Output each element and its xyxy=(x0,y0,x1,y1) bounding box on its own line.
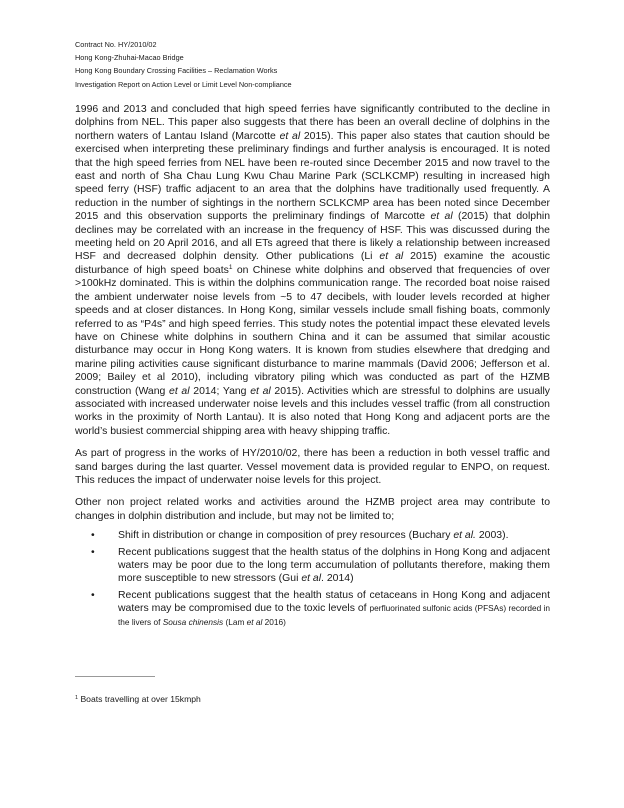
list-item xyxy=(75,546,550,586)
italic-citation: et al xyxy=(430,211,453,223)
footnote xyxy=(75,694,201,704)
footnote-text: Boats travelling at over 15kmph xyxy=(78,694,201,704)
italic-citation: et al xyxy=(279,130,301,142)
text-segment: 2014; Yang xyxy=(189,385,251,397)
header-report-title: Investigation Report on Action Level or Limit Level Non-compliance xyxy=(75,79,292,89)
list-item xyxy=(75,529,550,542)
text-segment: (2015) that dolphin declines may be correlated with an increase in the frequency of HSF. This was discussed during the meeting held on 20 April 2016, and all ETs agreed that there is likely a relationship between increased HSF and decreased dolphin density. Other publications (Li xyxy=(75,211,550,263)
italic-citation: et al. xyxy=(453,530,476,542)
footnote-number: 1 xyxy=(75,695,79,701)
text-segment: 1996 and 2013 and concluded that high speed ferries have significantly contributed to the decline in dolphins from NEL. This paper also suggests that there has been an overall decline of dolphins in the northern waters of Lantau Island (Marcotte xyxy=(75,104,550,142)
list-item xyxy=(75,589,550,629)
paragraph-dolphin-decline xyxy=(75,103,550,438)
header-project-name: Hong Kong-Zhuhai-Macao Bridge xyxy=(75,53,184,63)
header-contract-no: Contract No. HY/2010/02 xyxy=(75,40,157,49)
text-segment: Shift in distribution or change in composition of prey resources (Buchary xyxy=(118,530,454,542)
bullet-icon: • xyxy=(91,546,95,558)
italic-citation: et al xyxy=(250,385,271,397)
text-segment: Recent publications suggest that the health status of the dolphins in Hong Kong and adjacent waters may be poor due to the long term accumulation of pollutants therefore, making them more susceptible to new stressors (Gui xyxy=(118,546,550,585)
small-text-segment: perfluorinated sulfonic acids (PFSAs) recorded in the livers of xyxy=(118,603,551,627)
italic-citation: et al xyxy=(246,616,263,627)
header-facility-name: Hong Kong Boundary Crossing Facilities – Reclamation Works xyxy=(75,66,278,76)
page-header xyxy=(75,38,555,91)
bullet-icon: • xyxy=(91,589,95,601)
text-segment: . 2014) xyxy=(321,573,354,585)
text-segment: 2015) examine the acoustic disturbance of high speed boats xyxy=(75,251,550,276)
paragraph-vessel-traffic: As part of progress in the works of HY/2010/02, there has been a reduction in both vessel traffic and sand barges during the last quarter. Vessel movement data is provided regular to ENPO, on request. This reduces the impact of underwater noise levels for this project. xyxy=(75,448,550,486)
italic-citation: et al xyxy=(169,385,190,397)
italic-citation: et al xyxy=(301,573,322,585)
text-segment: 2015). Activities which are stressful to dolphins are usually associated with increased underwater noise levels and this includes vessel traffic (from all construction works in the proximity of North Lantau). It is also noted that Hong Kong and adjacent ports are the world’s busiest commercial shipping area with heavy shipping traffic. xyxy=(75,385,550,437)
small-text-segment: (Lam xyxy=(223,616,247,627)
species-name: Sousa chinensis xyxy=(162,616,224,627)
small-text-segment: 2016) xyxy=(262,616,286,627)
footnote-reference[interactable]: 1 xyxy=(228,263,233,271)
text-segment: on Chinese white dolphins and observed that frequencies of over >100kHz dominated. This is within the dolphins communication range. The recorded boat noise raised the ambient underwater noise levels from ~5 to 47 decibels, with louder levels recorded at higher speeds and at closer distances. In Hong Kong, similar vessels include small fishing boats, commonly referred to as “P4s” and high speed ferries. This study notes the potential impact these elevated levels have on Chinese white dolphins in southern China and it can be assumed that similar acoustic disturbance may occur in Hong Kong waters. It is known from studies elsewhere that dredging and marine piling activities cause significant disturbance to marine mammals (David 2006; Jefferson et al. 2009; Bailey et al 2010), including vibratory piling which was conducted as part of the HZMB construction (Wang xyxy=(75,264,550,397)
bullet-icon: • xyxy=(91,530,95,542)
text-segment: 2015). This paper also states that caution should be exercised when interpreting these preliminary findings and further analysis is encouraged. It is noted that the high speed ferries from NEL have been re-routed since December 2015 and now travel to the east and north of Sha Chau Lung Kwu Chau Marine Park (SCLKCMP) resulting in increased high speed ferry (HSF) traffic adjacent to an area that the dolphins have traditionally used frequently. A reduction in the number of sightings in the northern SCLKCMP area has been noted since December 2015 and this observation supports the preliminary findings of Marcotte xyxy=(75,130,550,223)
document-body xyxy=(75,103,550,632)
italic-citation: et al xyxy=(379,251,404,263)
text-segment: Recent publications suggest that the health status of cetaceans in Hong Kong and adjacent waters may be compromised due to the toxic levels of xyxy=(118,589,550,615)
footnote-divider xyxy=(75,676,155,677)
paragraph-other-works: Other non project related works and activities around the HZMB project area may contribute to changes in dolphin distribution and include, but may not be limited to; xyxy=(75,497,550,522)
text-segment: 2003). xyxy=(475,530,509,542)
factor-list xyxy=(75,529,550,629)
